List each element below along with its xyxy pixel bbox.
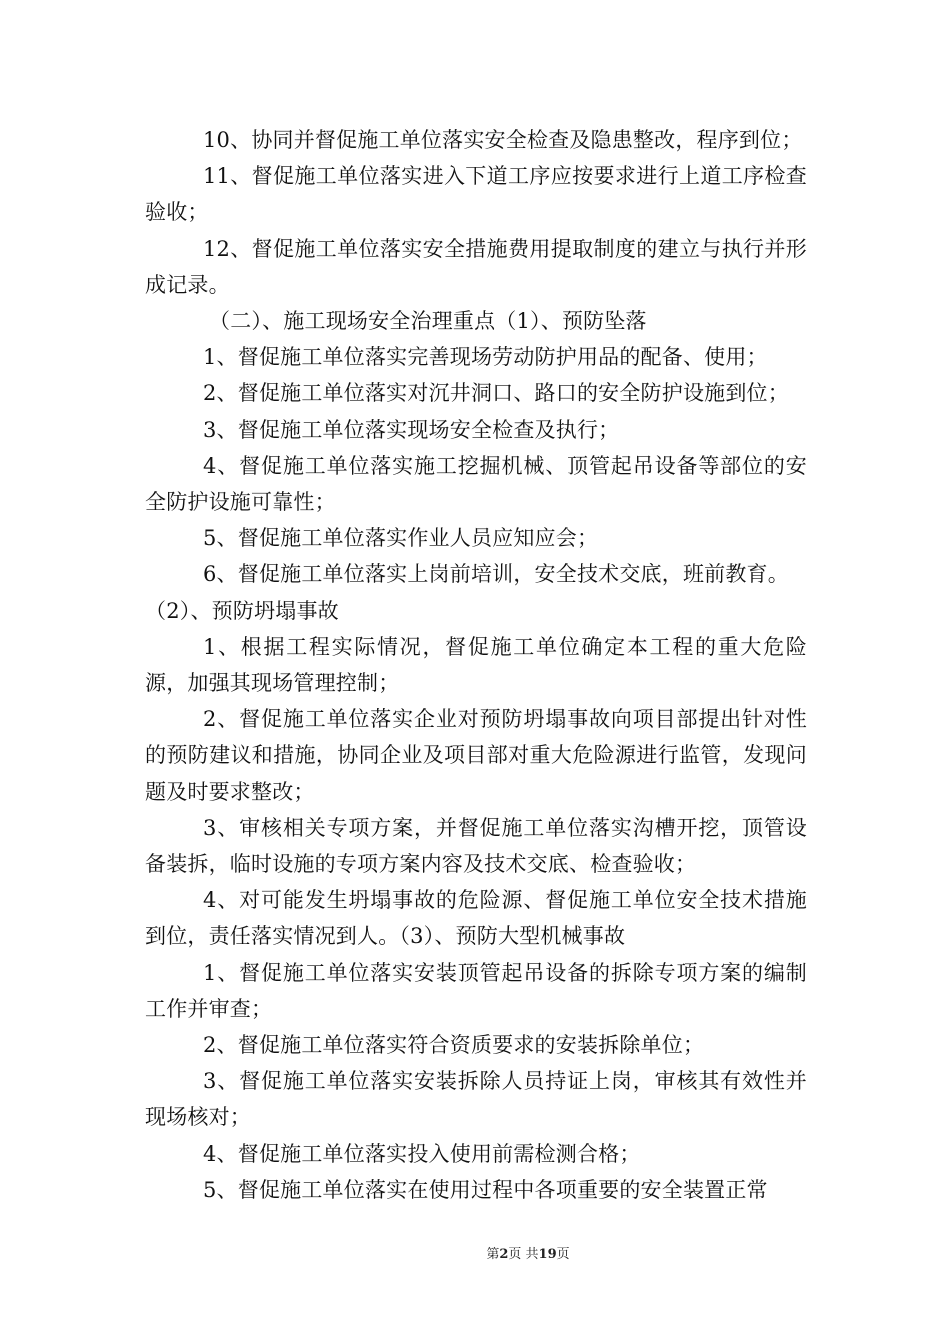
footer-prefix: 第 xyxy=(486,1247,500,1262)
paragraph: 11、督促施工单位落实进入下道工序应按要求进行上道工序检查验收； xyxy=(145,164,807,225)
footer-middle: 页 共 xyxy=(508,1247,539,1262)
footer-suffix: 页 xyxy=(556,1247,570,1262)
paragraph: 1、根据工程实际情况，督促施工单位确定本工程的重大危险源，加强其现场管理控制； xyxy=(145,634,807,696)
paragraph: 3、审核相关专项方案，并督促施工单位落实沟槽开挖，顶管设备装拆，临时设施的专项方案内容及技术交底、检查验收； xyxy=(145,815,807,877)
paragraph: 3、督促施工单位落实现场安全检查及执行； xyxy=(203,417,620,442)
paragraph: 6、督促施工单位落实上岗前培训，安全技术交底，班前教育。 xyxy=(203,562,789,587)
paragraph: 10、协同并督促施工单位落实安全检查及隐患整改，程序到位； xyxy=(203,128,803,152)
paragraph: 2、督促施工单位落实对沉井洞口、路口的安全防护设施到位； xyxy=(203,381,789,406)
page-footer xyxy=(0,1246,950,1264)
paragraph: 3、督促施工单位落实安装拆除人员持证上岗，审核其有效性并现场核对； xyxy=(145,1069,807,1130)
total-page-count: 19 xyxy=(538,1247,557,1262)
paragraph: 4、对可能发生坍塌事故的危险源、督促施工单位安全技术措施到位，责任落实情况到人。（3）、预防大型机械事故 xyxy=(145,888,807,949)
paragraph: 1、督促施工单位落实完善现场劳动防护用品的配备、使用； xyxy=(203,345,768,370)
current-page-number: 2 xyxy=(499,1247,509,1262)
paragraph: 5、督促施工单位落实作业人员应知应会； xyxy=(203,526,599,551)
paragraph: 5、督促施工单位落实在使用过程中各项重要的安全装置正常 xyxy=(203,1177,768,1202)
document-body xyxy=(145,122,807,1208)
paragraph: 2、督促施工单位落实符合资质要求的安装拆除单位； xyxy=(203,1033,705,1058)
paragraph: 4、督促施工单位落实投入使用前需检测合格； xyxy=(203,1141,641,1166)
paragraph: 12、督促施工单位落实安全措施费用提取制度的建立与执行并形成记录。 xyxy=(145,236,807,297)
section-heading: （二）、施工现场安全治理重点（1）、预防坠落 xyxy=(209,309,647,334)
paragraph: 4、督促施工单位落实施工挖掘机械、顶管起吊设备等部位的安全防护设施可靠性； xyxy=(145,453,807,515)
paragraph: 2、督促施工单位落实企业对预防坍塌事故向项目部提出针对性的预防建议和措施，协同企业及项目部对重大危险源进行监管，发现问题及时要求整改； xyxy=(145,707,807,804)
subsection-heading: （2）、预防坍塌事故 xyxy=(145,598,339,623)
paragraph: 1、督促施工单位落实安装顶管起吊设备的拆除专项方案的编制工作并审查； xyxy=(145,960,807,1021)
